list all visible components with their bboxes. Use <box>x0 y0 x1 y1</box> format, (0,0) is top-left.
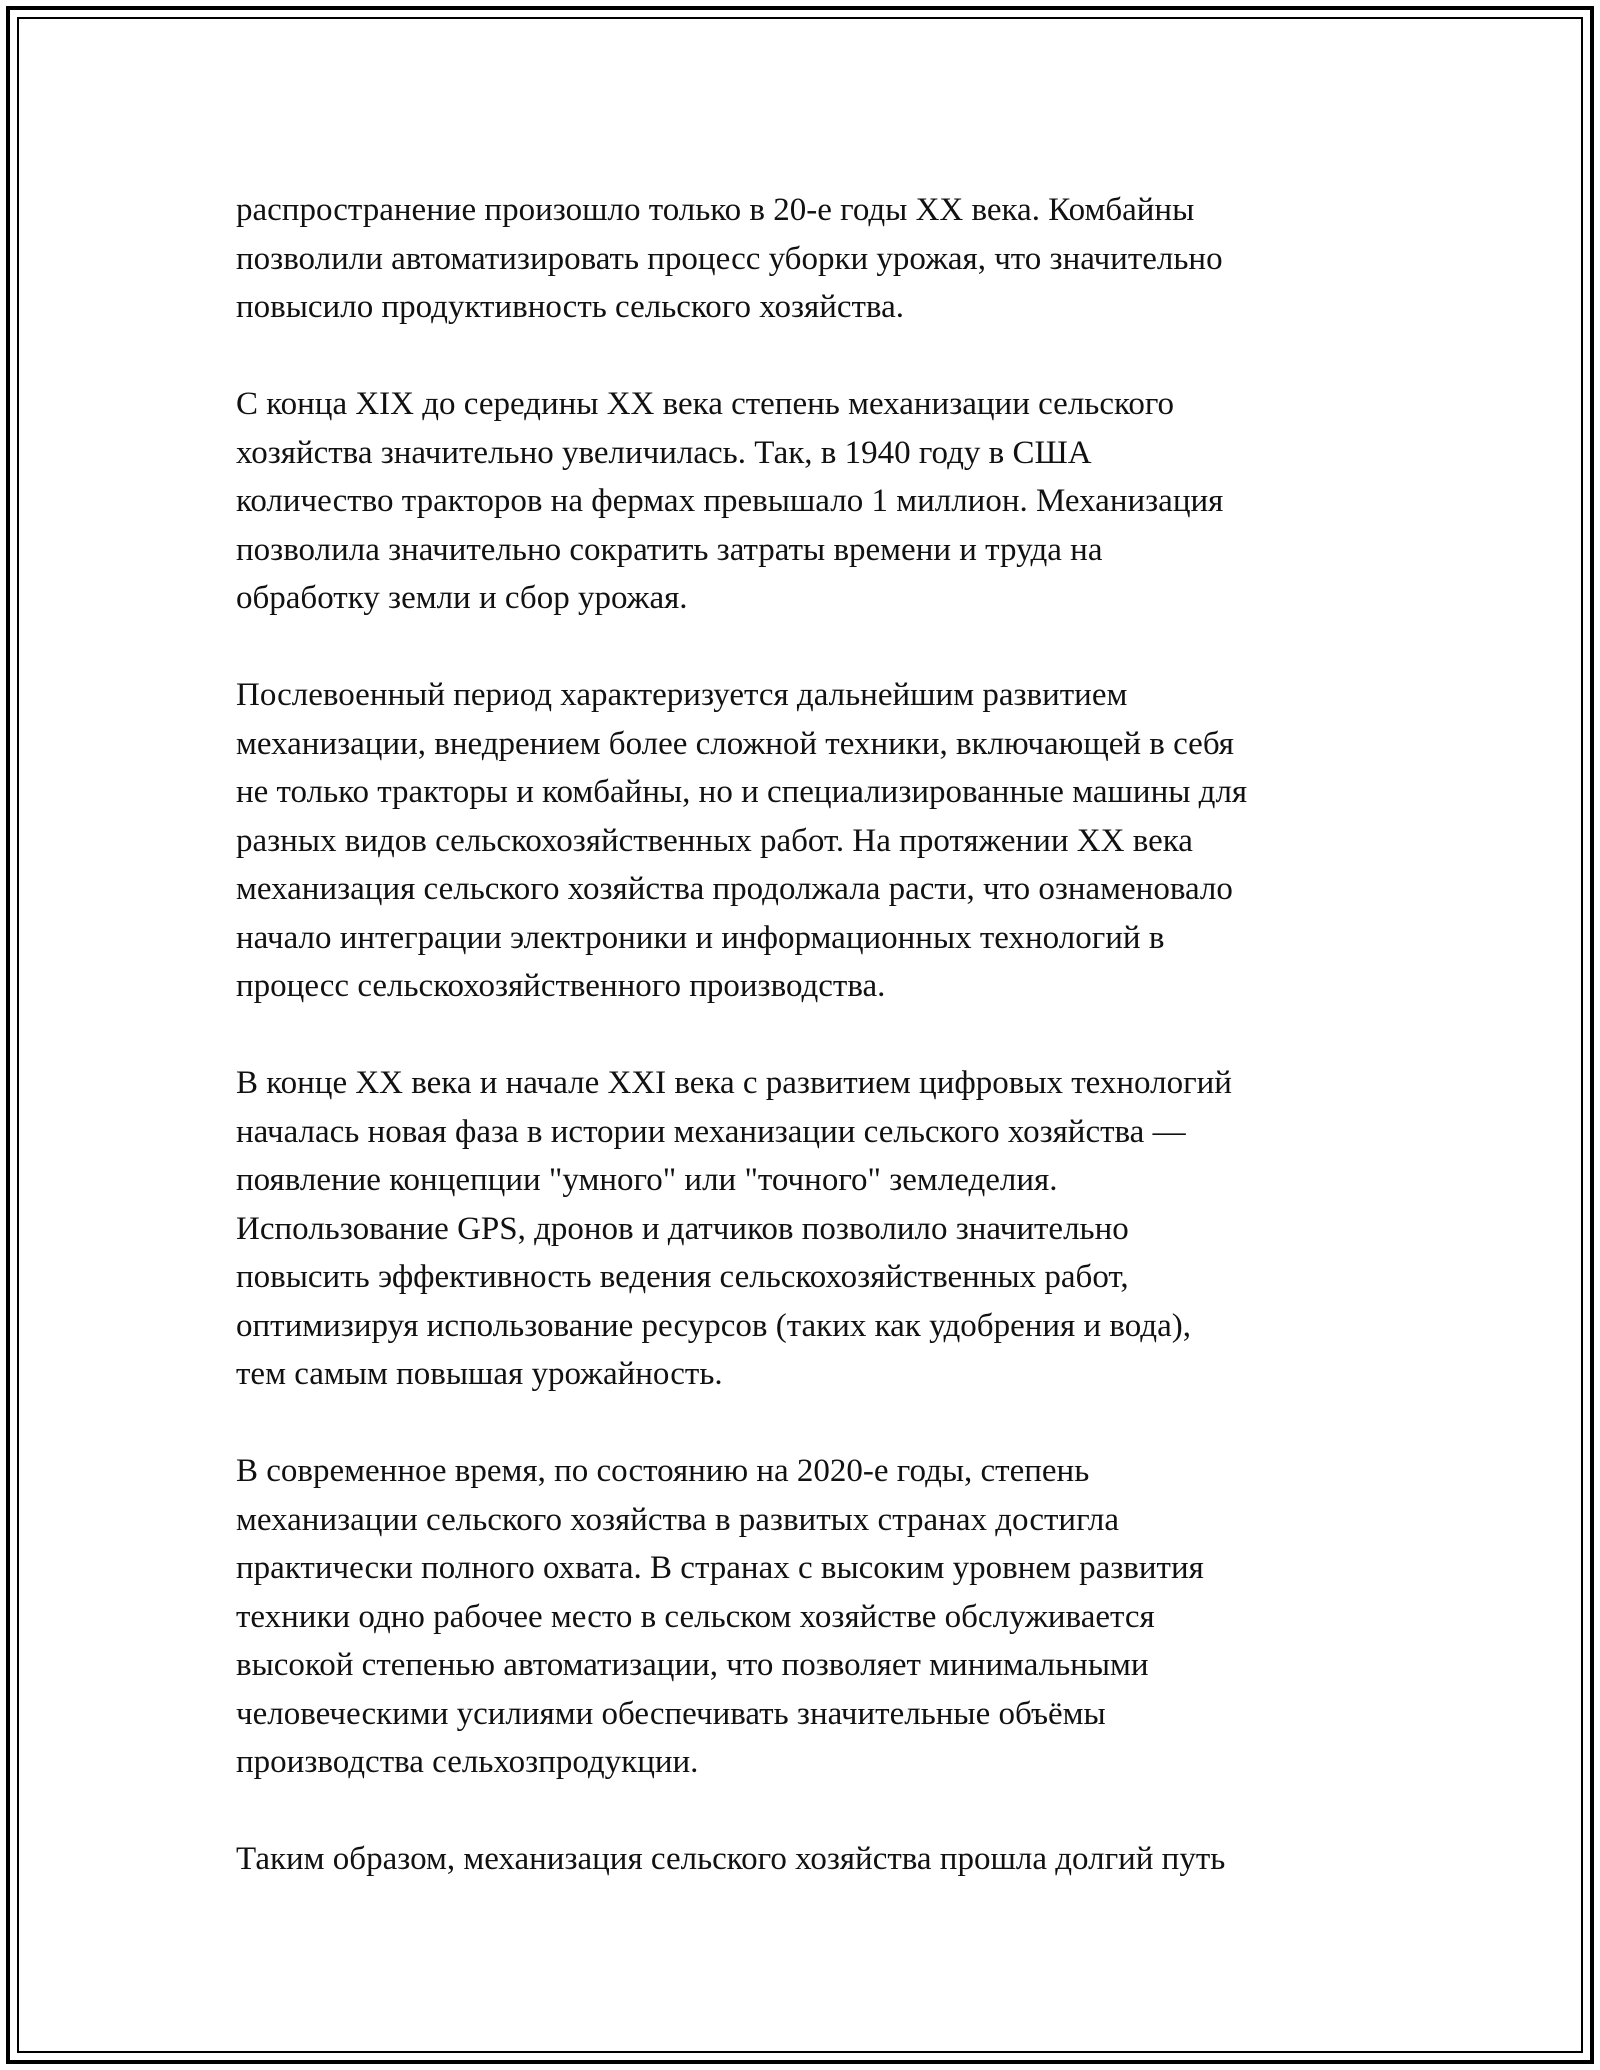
text-line: позволили автоматизировать процесс уборки урожая, что значительно <box>236 240 1223 277</box>
text-line: техники одно рабочее место в сельском хозяйстве обслуживается <box>236 1598 1155 1635</box>
text-line: обработку земли и сбор урожая. <box>236 580 688 616</box>
paragraph-modern-time <box>236 1447 1396 1787</box>
text-line: процесс сельскохозяйственного производства. <box>236 968 886 1004</box>
text-line: производства сельхозпродукции. <box>236 1744 699 1780</box>
text-line: механизации сельского хозяйства в развитых странах достигла <box>236 1501 1120 1538</box>
text-line: человеческими усилиями обеспечивать значительные объёмы <box>236 1695 1106 1732</box>
text-line: механизация сельского хозяйства продолжала расти, что ознаменовало <box>236 871 1233 907</box>
text-line: тем самым повышая урожайность. <box>236 1356 723 1392</box>
text-line: высокой степенью автоматизации, что позволяет минимальными <box>236 1647 1149 1683</box>
text-line: Использование GPS, дронов и датчиков позволило значительно <box>236 1210 1129 1247</box>
text-line: появление концепции "умного" или "точного" земледелия. <box>236 1162 1058 1198</box>
text-line: не только тракторы и комбайны, но и специализированные машины для <box>236 774 1248 810</box>
paragraph-digital-era <box>236 1059 1396 1399</box>
text-line: В современное время, по состоянию на 2020-е годы, степень <box>236 1453 1090 1489</box>
paragraph-combines <box>236 186 1396 332</box>
document-body <box>236 186 1396 1932</box>
text-line: началась новая фаза в истории механизации сельского хозяйства — <box>236 1113 1186 1150</box>
text-line: В конце XX века и начале XXI века с развитием цифровых технологий <box>236 1065 1232 1101</box>
text-line: механизации, внедрением более сложной техники, включающей в себя <box>236 725 1234 762</box>
text-line: распространение произошло только в 20-е годы XX века. Комбайны <box>236 192 1195 228</box>
text-line: С конца XIX до середины XX века степень механизации сельского <box>236 386 1175 422</box>
text-line: повысило продуктивность сельского хозяйства. <box>236 289 904 325</box>
text-line: повысить эффективность ведения сельскохозяйственных работ, <box>236 1259 1129 1295</box>
text-line: начало интеграции электроники и информационных технологий в <box>236 919 1165 956</box>
text-line: практически полного охвата. В странах с высоким уровнем развития <box>236 1550 1204 1586</box>
text-line: количество тракторов на фермах превышало 1 миллион. Механизация <box>236 483 1224 519</box>
text-line: оптимизируя использование ресурсов (таких как удобрения и вода), <box>236 1307 1191 1344</box>
text-line: позволила значительно сократить затраты времени и труда на <box>236 531 1103 568</box>
paragraph-conclusion <box>236 1835 1396 1884</box>
paragraph-postwar <box>236 671 1396 1011</box>
text-line: хозяйства значительно увеличилась. Так, в 1940 году в США <box>236 434 1092 471</box>
paragraph-mechanization-growth <box>236 380 1396 623</box>
text-line: Послевоенный период характеризуется дальнейшим развитием <box>236 677 1128 713</box>
text-line: Таким образом, механизация сельского хозяйства прошла долгий путь <box>236 1841 1226 1877</box>
text-line: разных видов сельскохозяйственных работ. На протяжении XX века <box>236 822 1193 859</box>
